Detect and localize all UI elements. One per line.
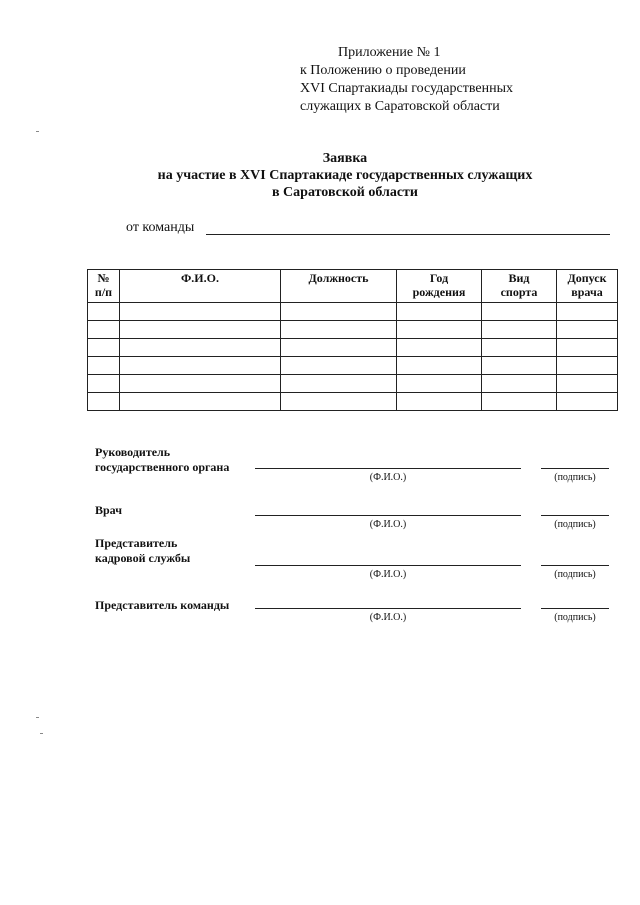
scan-speck (40, 733, 43, 734)
head-name-caption: (Ф.И.О.) (369, 472, 407, 483)
col-header-position: Должность (281, 270, 397, 303)
team-field (126, 220, 610, 238)
scan-speck (36, 131, 39, 132)
appendix-line: Приложение № 1 (338, 45, 441, 60)
team-rep-signature-line[interactable] (541, 608, 609, 609)
hr-signature-line[interactable] (541, 565, 609, 566)
entries-table (87, 269, 618, 411)
appendix-line: XVI Спартакиады государственных (300, 81, 513, 96)
appendix-line: служащих в Саратовской области (300, 99, 500, 114)
doctor-name-line[interactable] (255, 515, 521, 516)
appendix-line: к Положению о проведении (300, 63, 466, 78)
col-header-sport: Вид спорта (482, 270, 557, 303)
col-header-birth-year: Год рождения (397, 270, 482, 303)
head-name-line[interactable] (255, 468, 521, 469)
col-header-doctor: Допуск врача (557, 270, 618, 303)
signature-label-head: Руководитель государственного органа (95, 445, 230, 474)
hr-name-line[interactable] (255, 565, 521, 566)
title-line: в Саратовской области (272, 185, 418, 200)
head-signature-caption: (подпись) (554, 472, 596, 483)
signature-label-doctor: Врач (95, 503, 122, 517)
table-row (88, 339, 618, 357)
table-row (88, 375, 618, 393)
team-label: от команды (126, 220, 195, 235)
table-header-row (88, 270, 618, 303)
table-row (88, 321, 618, 339)
hr-name-caption: (Ф.И.О.) (369, 569, 407, 580)
scan-speck (36, 717, 39, 718)
title-heading: Заявка (322, 151, 368, 166)
team-rep-name-caption: (Ф.И.О.) (369, 612, 407, 623)
doctor-signature-line[interactable] (541, 515, 609, 516)
appendix-header (300, 44, 513, 116)
team-rep-name-line[interactable] (255, 608, 521, 609)
signature-label-hr: Представитель кадровой службы (95, 536, 191, 565)
table-row (88, 303, 618, 321)
document-title (0, 150, 640, 201)
hr-signature-caption: (подпись) (554, 569, 596, 580)
head-signature-line[interactable] (541, 468, 609, 469)
signature-label-team-rep: Представитель команды (95, 598, 230, 612)
col-header-number: № п/п (88, 270, 120, 303)
title-line: на участие в XVI Спартакиаде государственных служащих (157, 168, 533, 183)
team-rep-signature-caption: (подпись) (554, 612, 596, 623)
table-row (88, 393, 618, 411)
col-header-fio: Ф.И.О. (120, 270, 281, 303)
doctor-name-caption: (Ф.И.О.) (369, 519, 407, 530)
table-row (88, 357, 618, 375)
doctor-signature-caption: (подпись) (554, 519, 596, 530)
team-underline[interactable] (206, 234, 610, 235)
